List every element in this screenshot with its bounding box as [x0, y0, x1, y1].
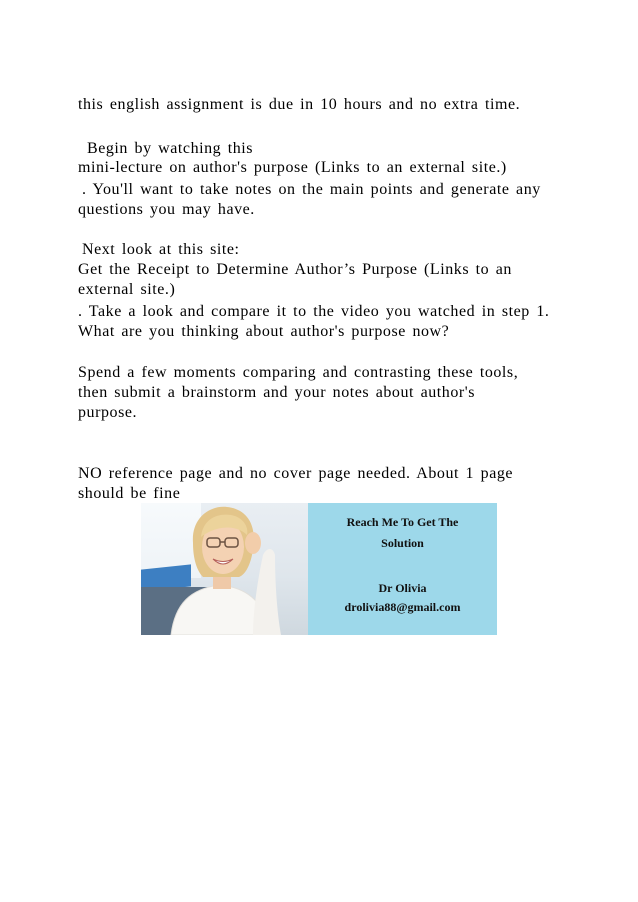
advert-photo — [141, 503, 308, 635]
woman-portrait-image — [141, 503, 308, 635]
text-line: mini-lecture on author's purpose (Links to an external site.) — [78, 159, 507, 176]
text-line: NO reference page and no cover page needed. About 1 page — [78, 465, 514, 482]
advert-heading-line2: Solution — [381, 536, 424, 550]
text-line: Next look at this site: — [82, 241, 240, 258]
advert-contact-panel — [308, 503, 497, 635]
text-line: should be fine — [78, 485, 181, 502]
text-line: Get the Receipt to Determine Author’s Purpose (Links to an — [78, 261, 512, 278]
contact-advert — [141, 503, 497, 635]
text-line: . Take a look and compare it to the video you watched in step 1. — [78, 303, 550, 320]
text-line: Begin by watching this — [87, 140, 254, 157]
advert-name: Dr Olivia — [378, 581, 427, 595]
text-line: questions you may have. — [78, 201, 255, 218]
text-line: Spend a few moments comparing and contrasting these tools, — [78, 364, 519, 381]
text-line: this english assignment is due in 10 hours and no extra time. — [78, 96, 521, 113]
text-line: external site.) — [78, 281, 176, 298]
advert-heading: Reach Me To Get The — [346, 515, 459, 529]
text-line: then submit a brainstorm and your notes about author's — [78, 384, 475, 401]
advert-email: drolivia88@gmail.com — [344, 600, 461, 614]
text-line: What are you thinking about author's purpose now? — [78, 323, 450, 340]
text-line: purpose. — [78, 404, 138, 421]
text-line: . You'll want to take notes on the main points and generate any — [82, 181, 541, 198]
